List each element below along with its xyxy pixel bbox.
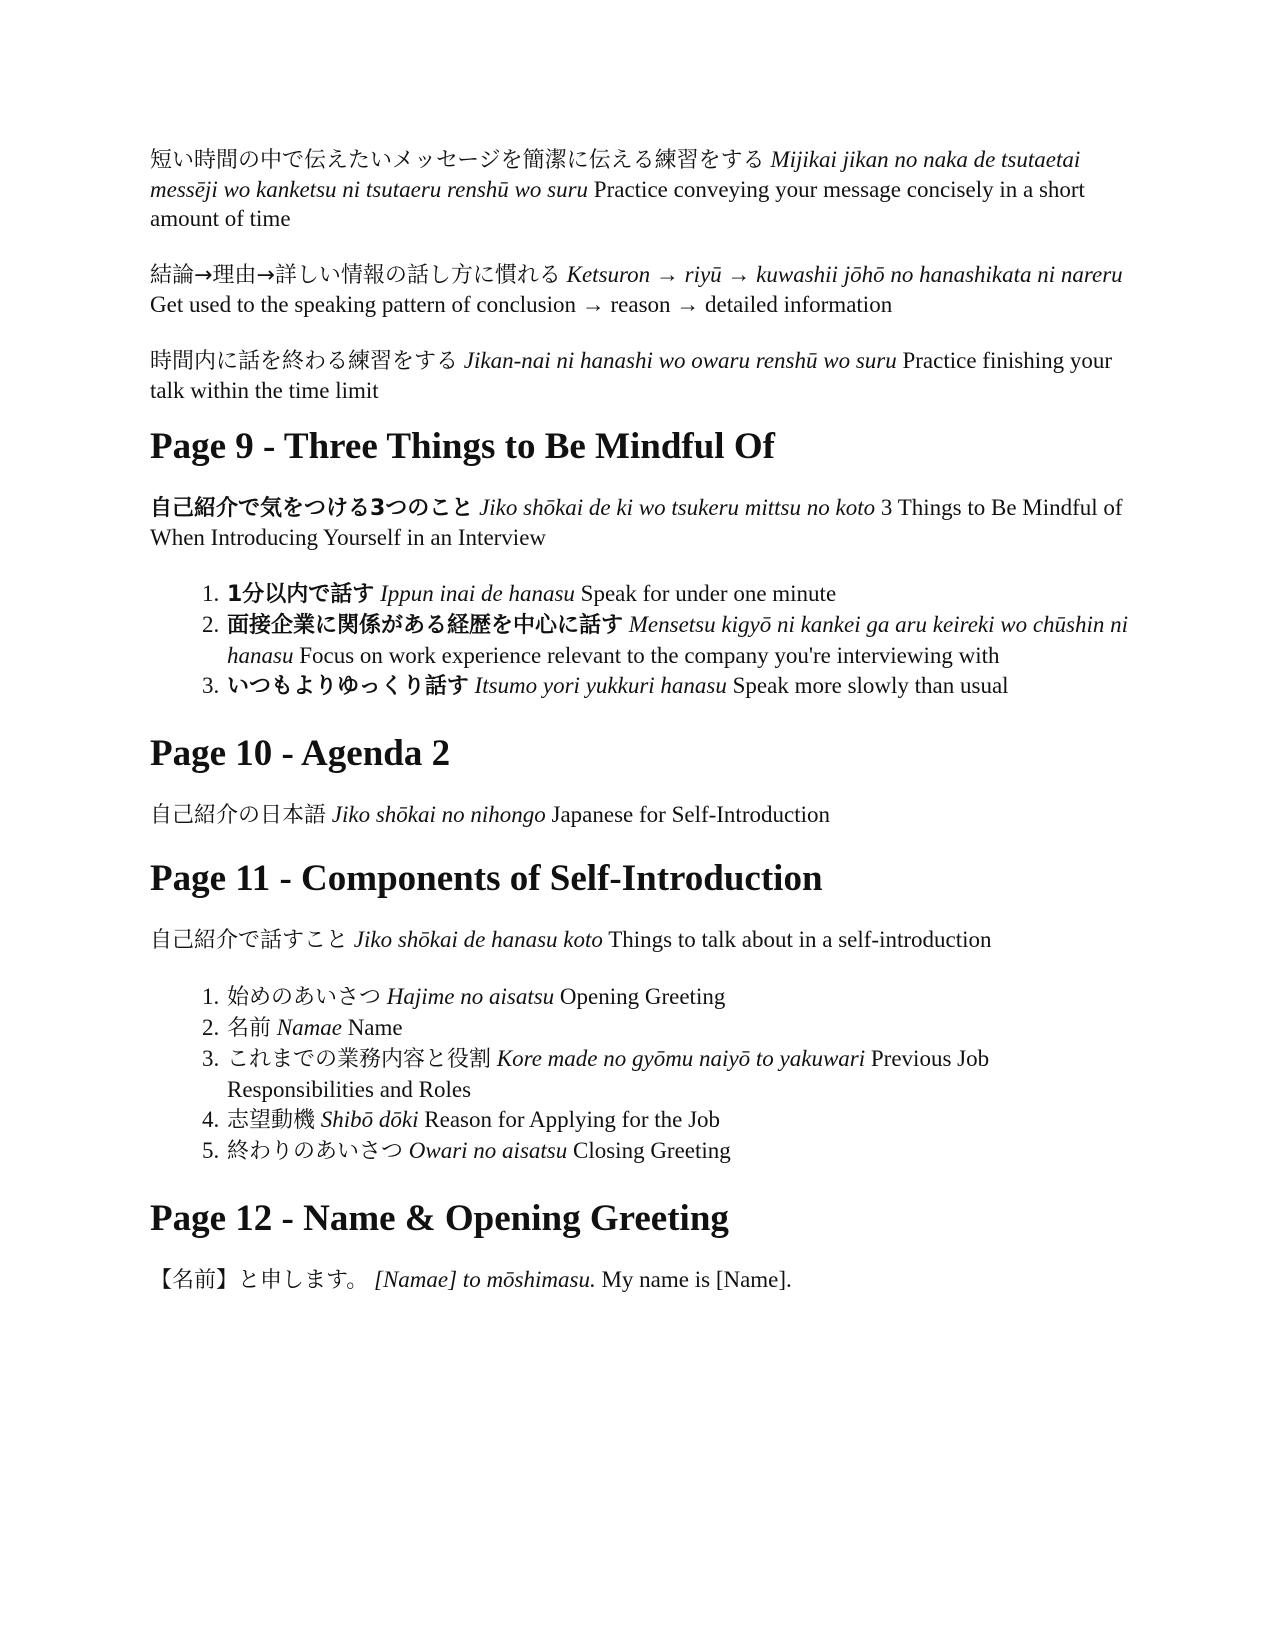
romaji-text: Mensetsu kigyō ni kankei ga aru keireki wo chūshin ni hanasu [227,612,1129,668]
romaji-text: Jiko shōkai de ki wo tsukeru mittsu no koto [479,495,876,520]
list-item [225,1013,1130,1044]
japanese-text: 始めのあいさつ [227,985,382,1010]
japanese-text: 自己紹介の日本語 [150,803,327,828]
english-text: Closing Greeting [573,1138,731,1163]
japanese-text: 【名前】と申します。 [150,1268,369,1293]
intro-paragraph [150,260,1130,319]
english-text: Speak more slowly than usual [732,673,1009,698]
english-text: Name [347,1015,403,1040]
english-text: Practice finishing your talk within the time limit [150,348,1112,403]
romaji-text: Shibō dōki [320,1107,419,1132]
english-text: Reason for Applying for the Job [424,1107,721,1132]
romaji-text: Hajime no aisatsu [386,984,555,1009]
section-heading-page-12: Page 12 - Name & Opening Greeting [150,1198,729,1239]
mindful-list [150,579,1130,702]
list-item [225,982,1130,1013]
section-intro [150,800,1130,830]
japanese-text: 名前 [227,1016,272,1041]
english-text: Opening Greeting [559,984,726,1009]
japanese-text: 終わりのあいさつ [227,1139,404,1164]
japanese-text: 自己紹介で話すこと [150,928,349,953]
romaji-text: Kore made no gyōmu naiyō to yakuwari [496,1046,866,1071]
list-item [225,1044,1130,1105]
section-heading-page-10: Page 10 - Agenda 2 [150,733,451,774]
romaji-text: Jikan-nai ni hanashi wo owaru renshū wo suru [463,348,897,373]
english-text: 3 Things to Be Mindful of When Introducing Yourself in an Interview [150,495,1123,550]
romaji-text: Ippun inai de hanasu [380,581,575,606]
romaji-text: Mijikai jikan no naka de tsutaetai messēji wo kanketsu ni tsutaeru renshū wo suru [150,147,1081,202]
english-text: Focus on work experience relevant to the company you're interviewing with [299,643,1000,668]
english-text: Practice conveying your message concisely in a short amount of time [150,177,1085,231]
list-item [225,1136,1130,1167]
romaji-text: Jiko shōkai no nihongo [331,802,546,827]
romaji-text: Ketsuron → riyū → kuwashii jōhō no hanashikata ni nareru [566,262,1123,287]
romaji-text: Itsumo yori yukkuri hanasu [474,673,727,698]
romaji-text: Owari no aisatsu [408,1138,568,1163]
japanese-text: 時間内に話を終わる練習をする [150,349,459,374]
intro-paragraph [150,346,1130,405]
list-item [225,610,1130,671]
romaji-text: Jiko shōkai de hanasu koto [353,927,603,952]
section-heading-page-9: Page 9 - Three Things to Be Mindful Of [150,426,775,467]
japanese-text: 面接企業に関係がある経歴を中心に話す [227,613,624,638]
list-item [225,671,1130,702]
japanese-text: 1分以内で話す [227,582,375,607]
english-text: Speak for under one minute [580,581,837,606]
romaji-text: Namae [276,1015,342,1040]
section-heading-page-11: Page 11 - Components of Self-Introduction [150,858,823,899]
document-page [150,145,1130,1322]
romaji-text: [Namae] to mōshimasu. [374,1267,596,1292]
components-list [150,982,1130,1167]
japanese-text: これまでの業務内容と役割 [227,1047,492,1072]
japanese-text: 志望動機 [227,1108,316,1133]
section-intro [150,1265,1130,1295]
english-text: Get used to the speaking pattern of conclusion → reason → detailed information [150,292,893,317]
english-text: Things to talk about in a self-introduction [608,927,992,952]
english-text: Japanese for Self-Introduction [551,802,830,827]
japanese-text: 短い時間の中で伝えたいメッセージを簡潔に伝える練習をする [150,148,765,173]
intro-paragraph [150,145,1130,233]
english-text: My name is [Name]. [601,1267,792,1292]
english-text: Previous Job Responsibilities and Roles [227,1046,990,1102]
japanese-text: いつもよりゆっくり話す [227,674,469,699]
list-item [225,1105,1130,1136]
section-intro [150,493,1130,552]
list-item [225,579,1130,610]
japanese-text: 結論→理由→詳しい情報の話し方に慣れる [150,263,561,288]
japanese-text: 自己紹介で気をつける3つのこと [150,496,474,521]
section-intro [150,925,1130,955]
